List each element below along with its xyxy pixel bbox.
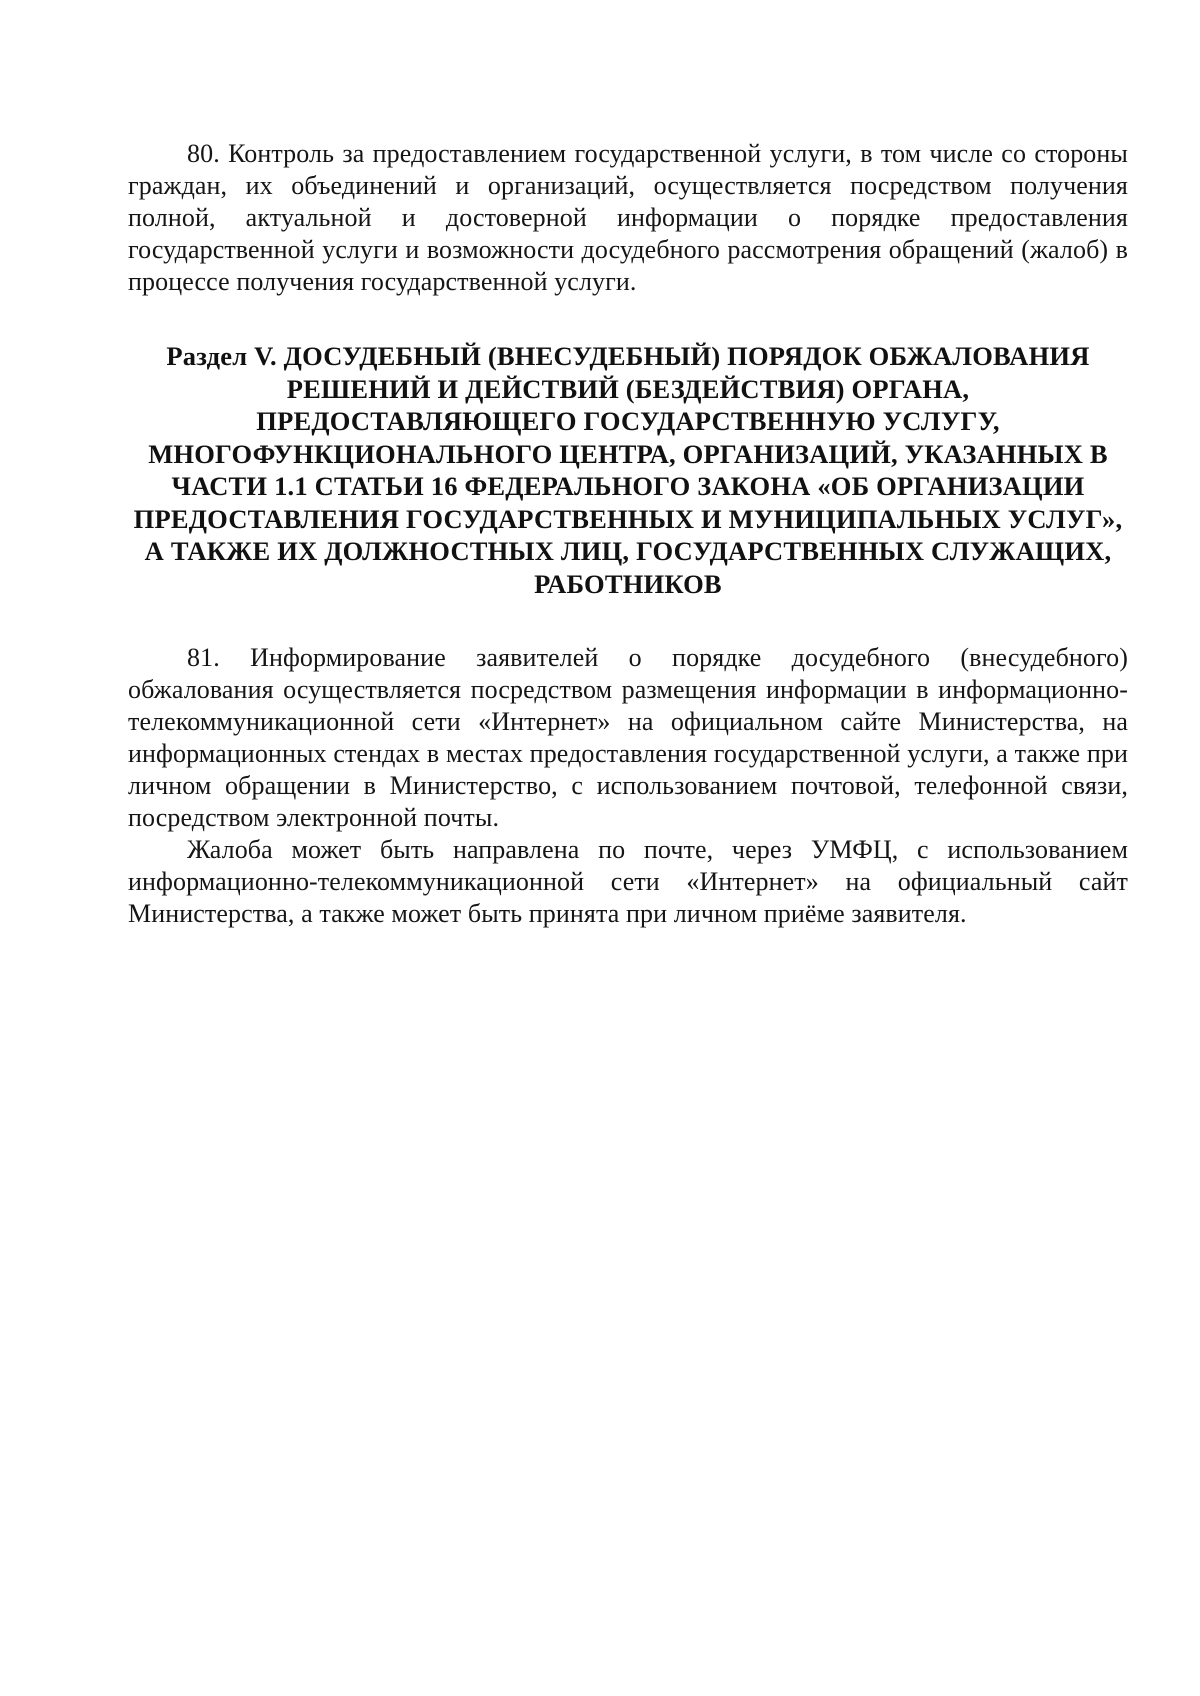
section-heading-prefix: Раздел V. — [166, 341, 277, 371]
paragraph-81: 81. Информирование заявителей о порядке досудебного (внесудебного) обжалования осуществляется посредством размещения информации в информационно-телекоммуникационной сети «Интернет» на официальном сайте Министерства, на информационных стендах в местах предоставления государственной услуги, а также при личном обращении в Министерство, с использованием почтовой, телефонной связи, посредством электронной почты. — [128, 643, 1128, 832]
document-body — [128, 138, 1128, 930]
paragraph-80: 80. Контроль за предоставлением государственной услуги, в том числе со стороны граждан, их объединений и организаций, осуществляется посредством получения полной, актуальной и достоверной информации о порядке предоставления государственной услуги и возможности досудебного рассмотрения обращений (жалоб) в процессе получения государственной услуги. — [128, 139, 1128, 296]
section-heading-title: ДОСУДЕБНЫЙ (ВНЕСУДЕБНЫЙ) ПОРЯДОК ОБЖАЛОВАНИЯ РЕШЕНИЙ И ДЕЙСТВИЙ (БЕЗДЕЙСТВИЯ) ОРГАНА, ПРЕДОСТАВЛЯЮЩЕГО ГОСУДАРСТВЕННУЮ УСЛУГУ, МНОГОФУНКЦИОНАЛЬНОГО ЦЕНТРА, ОРГАНИЗАЦИЙ, УКАЗАННЫХ В ЧАСТИ 1.1 СТАТЬИ 16 ФЕДЕРАЛЬНОГО ЗАКОНА «ОБ ОРГАНИЗАЦИИ ПРЕДОСТАВЛЕНИЯ ГОСУДАРСТВЕННЫХ И МУНИЦИПАЛЬНЫХ УСЛУГ», А ТАКЖЕ ИХ ДОЛЖНОСТНЫХ ЛИЦ, ГОСУДАРСТВЕННЫХ СЛУЖАЩИХ, РАБОТНИКОВ — [133, 341, 1123, 599]
section-heading — [128, 340, 1128, 600]
paragraph-complaint: Жалоба может быть направлена по почте, через УМФЦ, с использованием информационно-телекоммуникационной сети «Интернет» на официальный сайт Министерства, а также может быть принята при личном приёме заявителя. — [128, 835, 1128, 928]
